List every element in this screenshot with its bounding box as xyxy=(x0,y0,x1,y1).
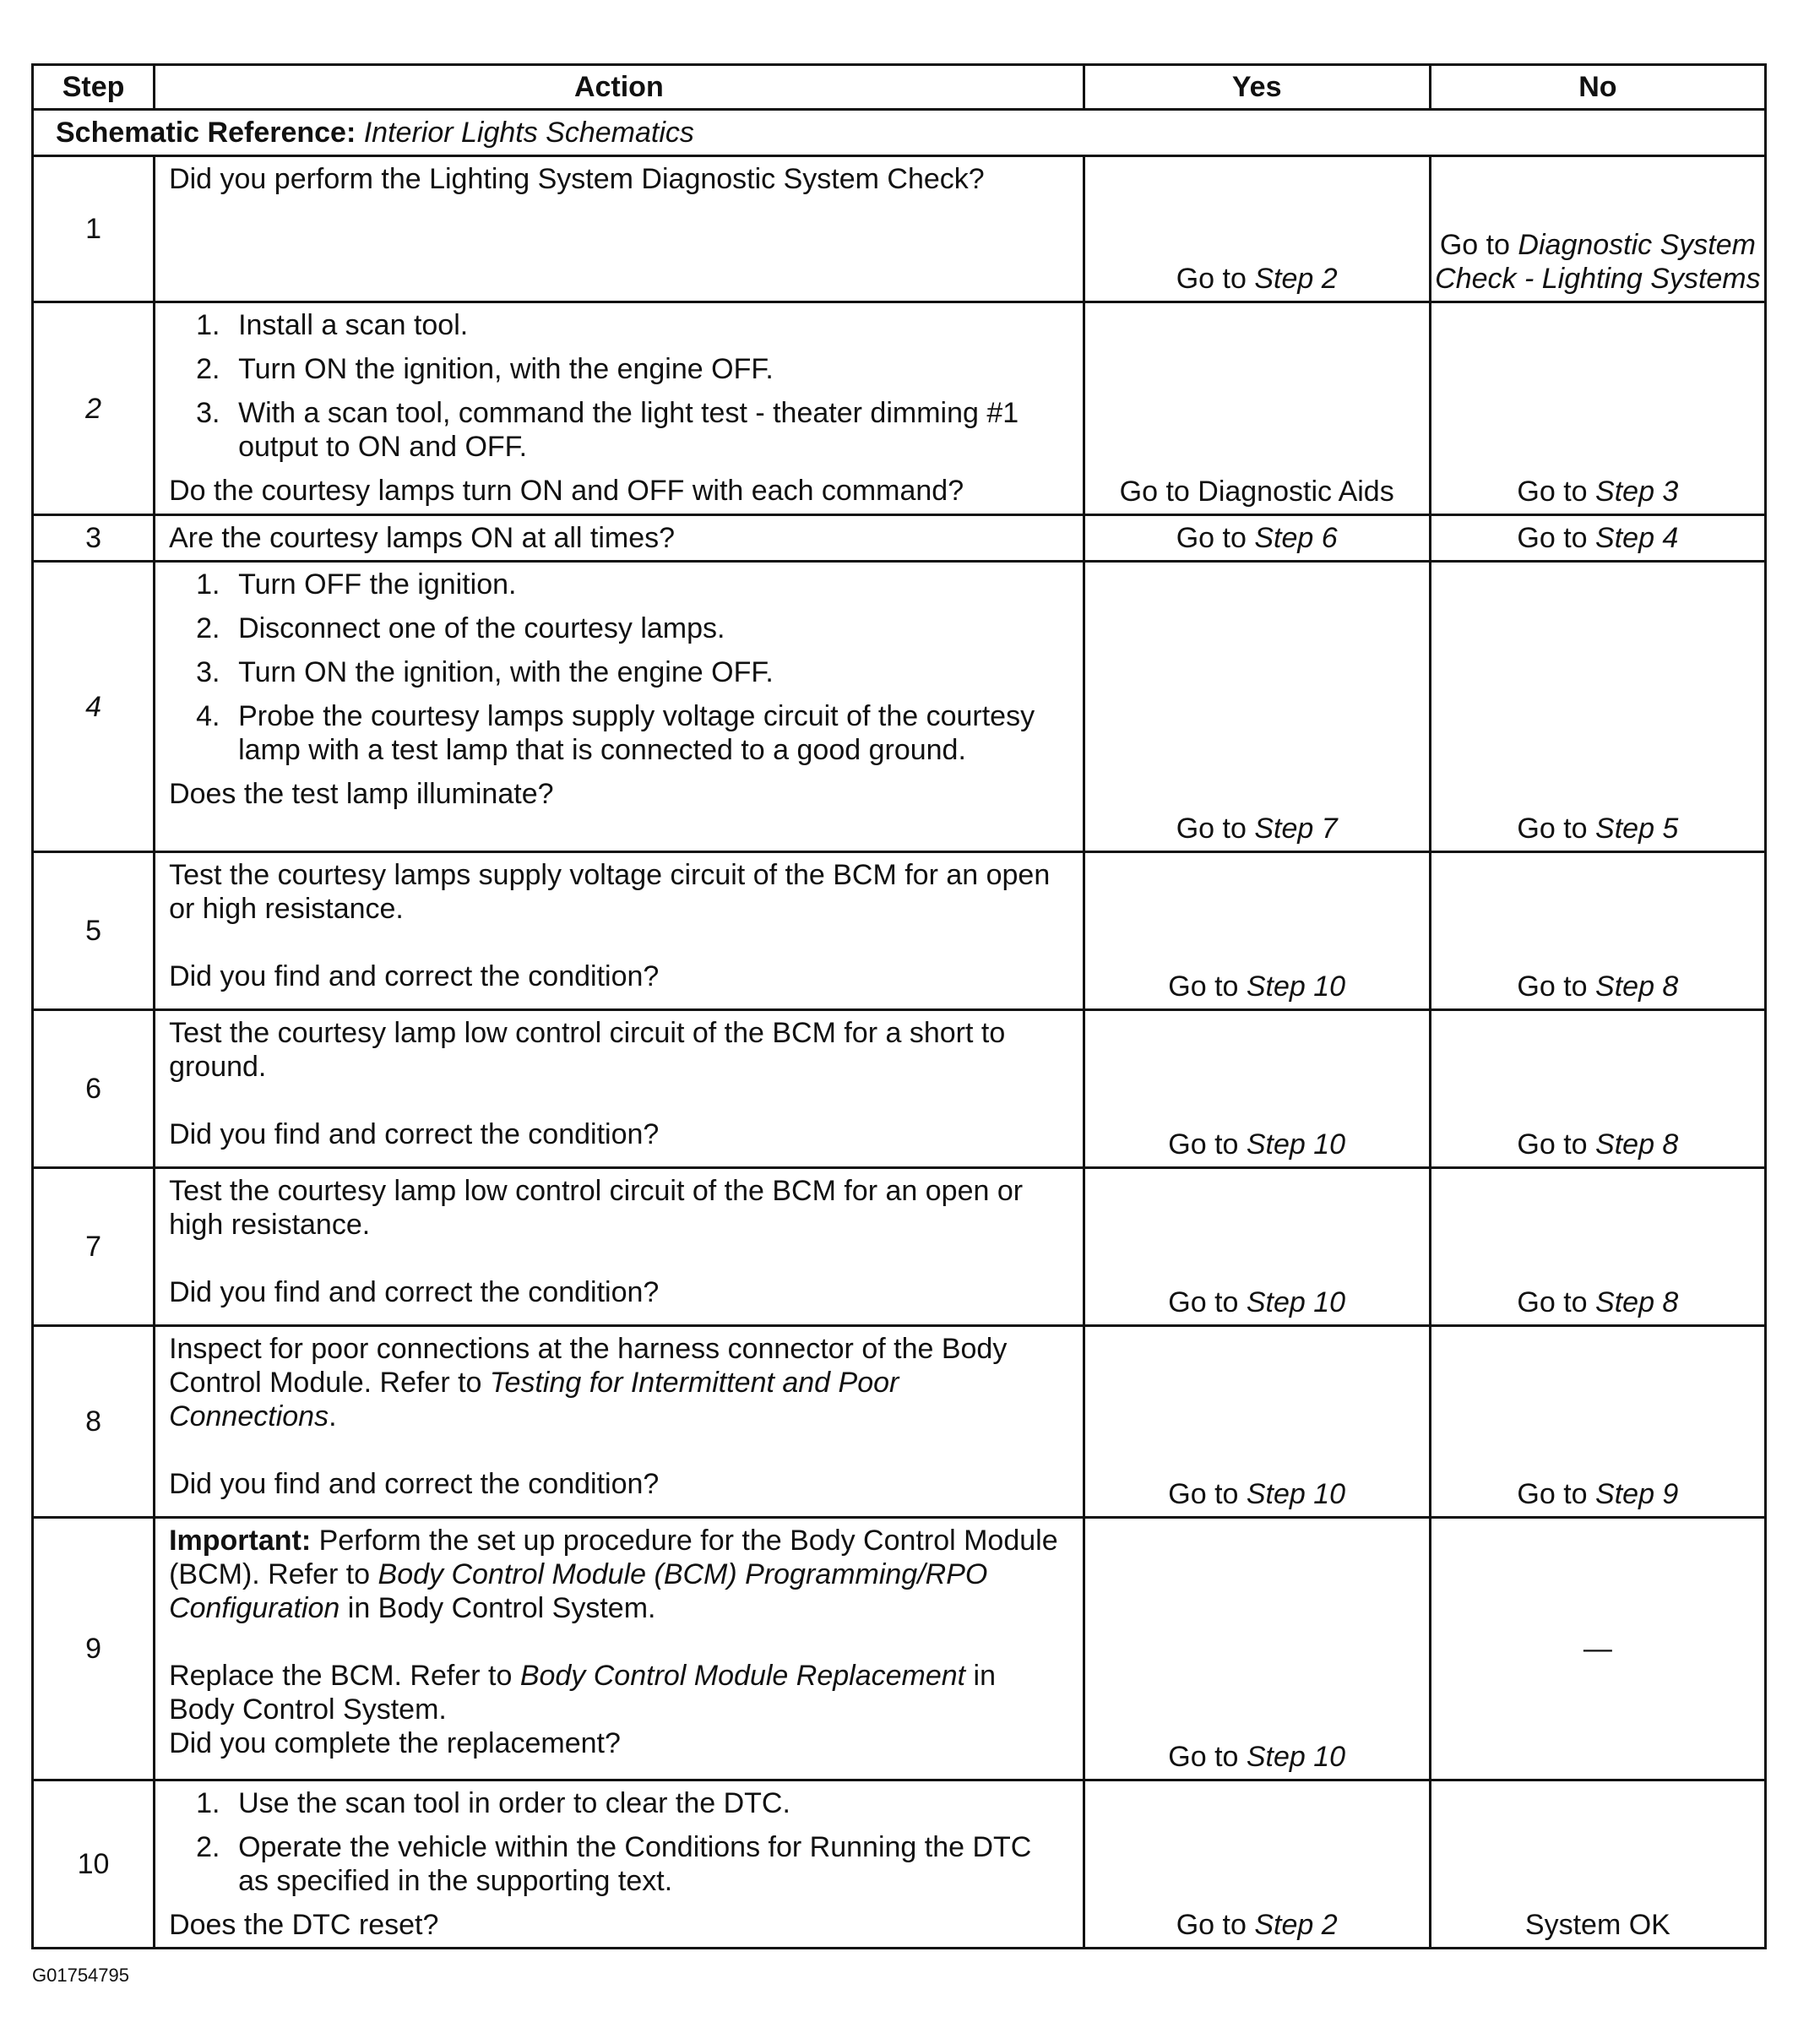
list-item-text: Use the scan tool in order to clear the DTC. xyxy=(238,1787,790,1819)
question-text: Are the courtesy lamps ON at all times? xyxy=(169,522,676,554)
action-text: Test the courtesy lamp low control circuit of the BCM for an open or high resistance. xyxy=(169,1175,1024,1241)
diagnostic-table xyxy=(31,63,1767,1949)
reference-link: Body Control Module (BCM) Programming/RPO Configuration xyxy=(169,1558,988,1624)
list-item-text: Turn ON the ignition, with the engine OFF. xyxy=(238,656,774,688)
question-text: Did you find and correct the condition? xyxy=(169,1468,660,1500)
no-cell xyxy=(1430,515,1765,562)
yes-reference: Step 10 xyxy=(1246,1741,1346,1773)
reference-link: Testing for Intermittent and Poor Connections xyxy=(169,1367,899,1432)
list-item-text: Disconnect one of the courtesy lamps. xyxy=(238,612,725,644)
yes-prefix: Go to xyxy=(1168,970,1247,1003)
image-code: G01754795 xyxy=(32,1965,129,1986)
list-item-text: Operate the vehicle within the Conditions for Running the DTC as specified in the supporting text. xyxy=(238,1831,1032,1897)
schematic-label: Schematic Reference: xyxy=(56,117,356,149)
no-cell xyxy=(1430,1326,1765,1518)
procedure-list xyxy=(169,1786,1069,1898)
yes-cell xyxy=(1084,1168,1430,1326)
no-reference: Diagnostic System Check - Lighting Systems xyxy=(1435,229,1761,295)
table-row xyxy=(33,1518,1766,1780)
schematic-link: Interior Lights Schematics xyxy=(363,117,694,149)
list-item: 2. Disconnect one of the courtesy lamps. xyxy=(196,612,725,644)
question-text: Did you perform the Lighting System Diagnostic System Check? xyxy=(169,163,985,195)
procedure-list xyxy=(169,568,1069,767)
replace-text: in Body Control System. xyxy=(169,1660,997,1726)
list-item: 3. With a scan tool, command the light test - theater dimming #1 output to ON and OFF. xyxy=(196,397,1019,463)
important-text: in Body Control System. xyxy=(340,1592,656,1624)
action-cell xyxy=(155,156,1084,302)
no-reference: Step 9 xyxy=(1595,1478,1679,1510)
important-text: Perform the set up procedure for the Body Control Module (BCM). Refer to xyxy=(169,1525,1058,1590)
no-cell xyxy=(1430,1168,1765,1326)
yes-cell xyxy=(1084,1326,1430,1518)
yes-reference: Step 2 xyxy=(1254,263,1338,295)
no-prefix: Go to xyxy=(1517,522,1596,554)
no-prefix: Go to xyxy=(1517,1286,1596,1318)
schematic-row xyxy=(33,110,1766,156)
step-number: 6 xyxy=(33,1010,155,1168)
yes-reference: Step 6 xyxy=(1254,522,1338,554)
yes-reference: Step 2 xyxy=(1254,1909,1338,1941)
step-number: 1 xyxy=(33,156,155,302)
table-row xyxy=(33,156,1766,302)
list-item: 3. Turn ON the ignition, with the engine OFF. xyxy=(196,656,774,688)
yes-prefix: Go to xyxy=(1176,522,1255,554)
yes-prefix: Go to xyxy=(1176,813,1255,845)
no-cell xyxy=(1430,302,1765,515)
step-number: 8 xyxy=(33,1326,155,1518)
yes-cell xyxy=(1084,156,1430,302)
step-number: 2 xyxy=(33,302,155,515)
list-item: 2. Turn ON the ignition, with the engine OFF. xyxy=(196,353,774,385)
yes-text: Go to Diagnostic Aids xyxy=(1119,476,1394,508)
procedure-list xyxy=(169,308,1069,464)
table-row xyxy=(33,1168,1766,1326)
table-row xyxy=(33,515,1766,562)
no-prefix: Go to xyxy=(1517,970,1596,1003)
step-number: 3 xyxy=(33,515,155,562)
step-number: 9 xyxy=(33,1518,155,1780)
no-text: System OK xyxy=(1524,1909,1670,1941)
yes-prefix: Go to xyxy=(1176,263,1255,295)
replace-text: Replace the BCM. Refer to xyxy=(169,1660,520,1692)
yes-prefix: Go to xyxy=(1168,1286,1247,1318)
list-item-text: Probe the courtesy lamps supply voltage circuit of the courtesy lamp with a test lamp that is connected to a good ground. xyxy=(238,700,1035,766)
no-reference: Step 8 xyxy=(1595,1286,1679,1318)
action-cell xyxy=(155,852,1084,1010)
header-no: No xyxy=(1430,65,1765,110)
action-text: Test the courtesy lamps supply voltage circuit of the BCM for an open or high resistance. xyxy=(169,859,1051,925)
no-cell xyxy=(1430,156,1765,302)
list-item: 2. Operate the vehicle within the Conditions for Running the DTC as specified in the supporting text. xyxy=(196,1831,1032,1897)
yes-prefix: Go to xyxy=(1168,1128,1247,1161)
header-row xyxy=(33,65,1766,110)
yes-cell xyxy=(1084,515,1430,562)
yes-reference: Step 10 xyxy=(1246,1128,1346,1161)
list-item: 4. Probe the courtesy lamps supply voltage circuit of the courtesy lamp with a test lamp that is connected to a good ground. xyxy=(196,700,1035,766)
schematic-reference xyxy=(33,110,1766,156)
yes-reference: Step 10 xyxy=(1246,1478,1346,1510)
list-item-text: Install a scan tool. xyxy=(238,309,469,341)
no-cell xyxy=(1430,1010,1765,1168)
action-cell xyxy=(155,1780,1084,1949)
yes-reference: Step 10 xyxy=(1246,970,1346,1003)
important-label: Important: xyxy=(169,1525,312,1557)
no-prefix: Go to xyxy=(1517,1128,1596,1161)
table-row xyxy=(33,1010,1766,1168)
question-text: Did you find and correct the condition? xyxy=(169,1118,660,1150)
step-number: 4 xyxy=(33,562,155,852)
no-reference: Step 8 xyxy=(1595,1128,1679,1161)
yes-prefix: Go to xyxy=(1168,1478,1247,1510)
action-text xyxy=(169,1332,1069,1433)
action-cell xyxy=(155,1010,1084,1168)
action-cell xyxy=(155,515,1084,562)
question-text: Does the DTC reset? xyxy=(169,1909,439,1941)
step-number: 5 xyxy=(33,852,155,1010)
header-step: Step xyxy=(33,65,155,110)
yes-reference: Step 7 xyxy=(1254,813,1338,845)
yes-cell xyxy=(1084,302,1430,515)
question-text: Do the courtesy lamps turn ON and OFF with each command? xyxy=(169,475,964,507)
replace-instruction xyxy=(169,1659,1069,1726)
question-text: Does the test lamp illuminate? xyxy=(169,778,554,810)
table-row xyxy=(33,852,1766,1010)
no-reference: Step 5 xyxy=(1595,813,1679,845)
list-item-text: With a scan tool, command the light test - theater dimming #1 output to ON and OFF. xyxy=(238,397,1019,463)
no-text: — xyxy=(1583,1633,1612,1665)
yes-prefix: Go to xyxy=(1176,1909,1255,1941)
yes-cell xyxy=(1084,1010,1430,1168)
important-note xyxy=(169,1524,1069,1625)
yes-cell xyxy=(1084,1780,1430,1949)
no-prefix: Go to xyxy=(1439,229,1518,261)
no-cell xyxy=(1430,852,1765,1010)
header-yes: Yes xyxy=(1084,65,1430,110)
no-prefix: Go to xyxy=(1517,1478,1596,1510)
no-reference: Step 3 xyxy=(1595,476,1679,508)
no-cell xyxy=(1430,562,1765,852)
action-cell xyxy=(155,562,1084,852)
action-cell xyxy=(155,1168,1084,1326)
list-item-text: Turn ON the ignition, with the engine OFF. xyxy=(238,353,774,385)
table-row xyxy=(33,302,1766,515)
reference-link: Body Control Module Replacement xyxy=(519,1660,966,1692)
header-action: Action xyxy=(155,65,1084,110)
no-cell xyxy=(1430,1518,1765,1780)
action-text: Test the courtesy lamp low control circuit of the BCM for a short to ground. xyxy=(169,1017,1006,1083)
step-number: 10 xyxy=(33,1780,155,1949)
yes-cell xyxy=(1084,852,1430,1010)
yes-prefix: Go to xyxy=(1168,1741,1247,1773)
yes-cell xyxy=(1084,562,1430,852)
list-item: 1. Turn OFF the ignition. xyxy=(196,568,517,601)
list-item: 1. Use the scan tool in order to clear the DTC. xyxy=(196,1787,790,1819)
question-text: Did you find and correct the condition? xyxy=(169,1276,660,1308)
no-prefix: Go to xyxy=(1517,476,1596,508)
table-row xyxy=(33,1326,1766,1518)
list-item: 1. Install a scan tool. xyxy=(196,309,469,341)
action-cell xyxy=(155,1518,1084,1780)
no-reference: Step 4 xyxy=(1595,522,1679,554)
no-prefix: Go to xyxy=(1517,813,1596,845)
action-text-part: . xyxy=(329,1400,337,1432)
question-text: Did you complete the replacement? xyxy=(169,1727,621,1759)
list-item-text: Turn OFF the ignition. xyxy=(238,568,517,601)
table-row xyxy=(33,562,1766,852)
action-cell xyxy=(155,1326,1084,1518)
yes-reference: Step 10 xyxy=(1246,1286,1346,1318)
action-cell xyxy=(155,302,1084,515)
no-cell xyxy=(1430,1780,1765,1949)
yes-cell xyxy=(1084,1518,1430,1780)
table-row xyxy=(33,1780,1766,1949)
question-text: Did you find and correct the condition? xyxy=(169,960,660,992)
action-text-part: Inspect for poor connections at the harness connector of the Body Control Module. Refer to xyxy=(169,1333,1008,1399)
step-number: 7 xyxy=(33,1168,155,1326)
no-reference: Step 8 xyxy=(1595,970,1679,1003)
